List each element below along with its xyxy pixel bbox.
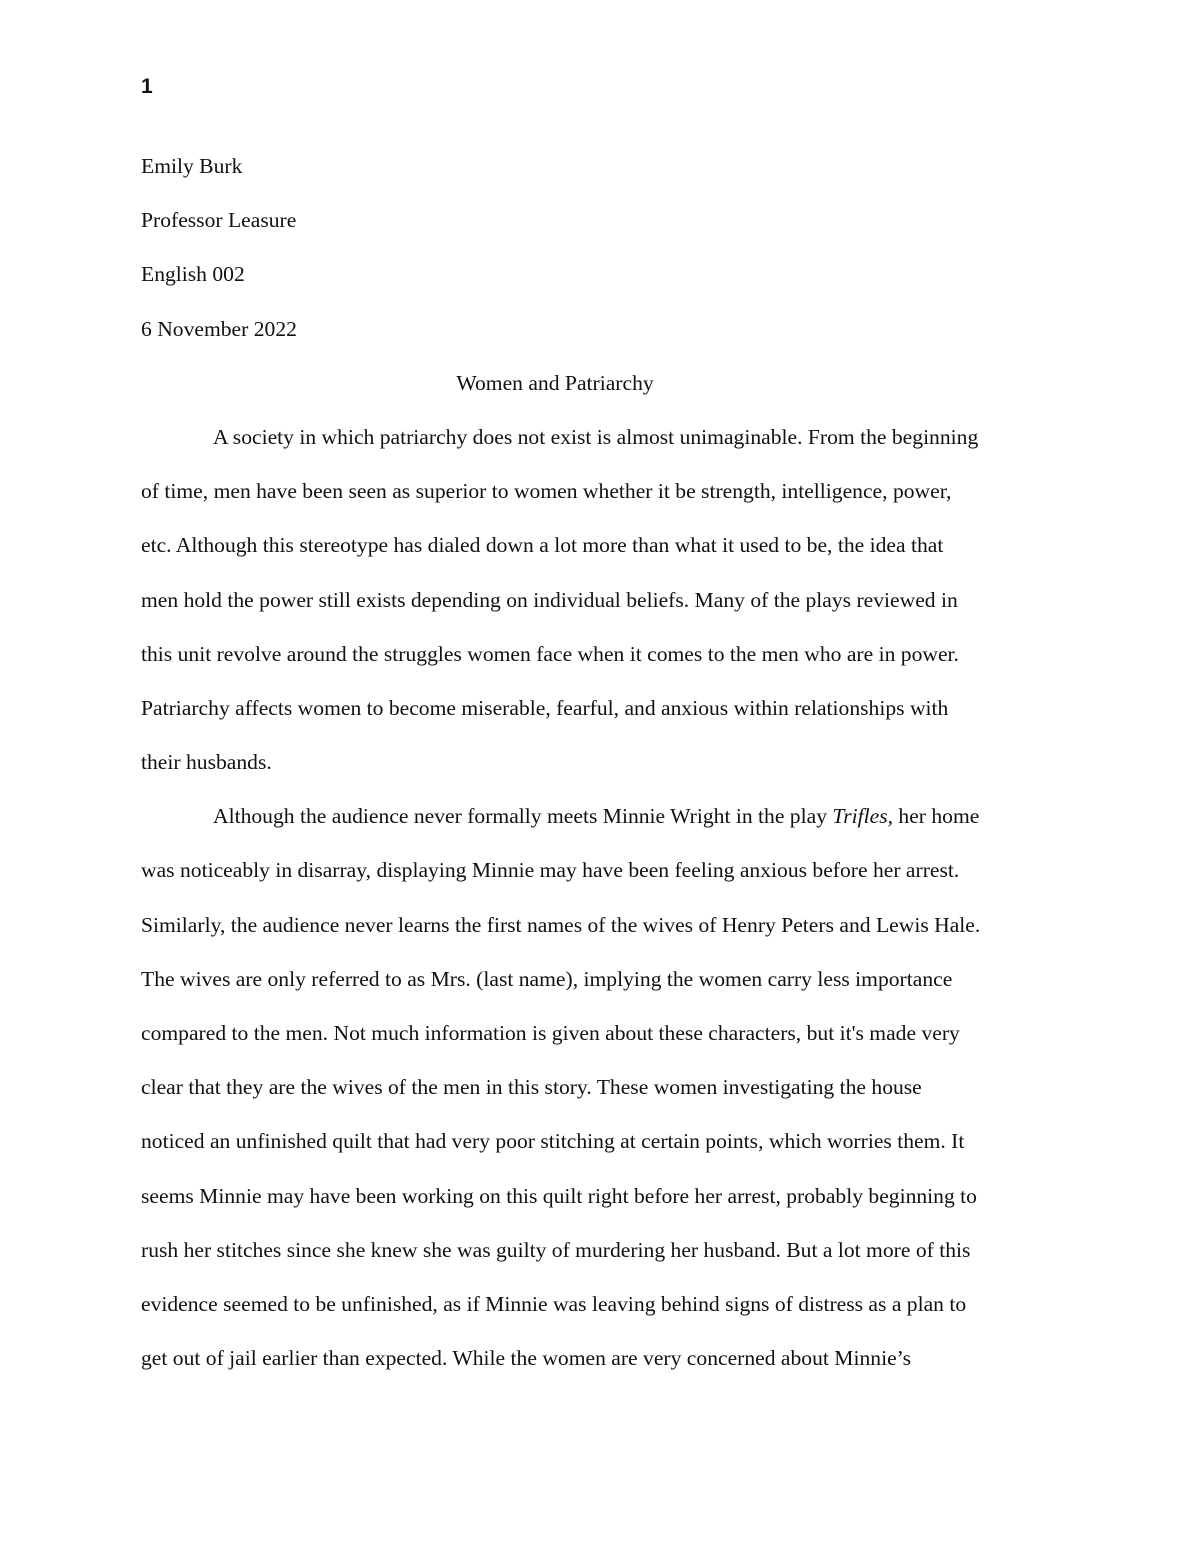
play-title-italic: Trifles,: [832, 804, 893, 829]
paragraph-text: her home: [893, 804, 980, 829]
paragraph-line: men hold the power still exists depending on individual beliefs. Many of the plays reviewed in: [141, 587, 958, 612]
paragraph-line: get out of jail earlier than expected. While the women are very concerned about Minnie’s: [141, 1346, 912, 1371]
paragraph-1: [141, 410, 1059, 789]
paragraph-line: noticed an unfinished quilt that had very poor stitching at certain points, which worries them. It: [141, 1129, 965, 1154]
paragraph-line: clear that they are the wives of the men in this story. These women investigating the house: [141, 1075, 922, 1100]
paragraph-line: evidence seemed to be unfinished, as if Minnie was leaving behind signs of distress as a plan to: [141, 1291, 967, 1316]
professor-name: Professor Leasure: [141, 208, 297, 233]
paragraph-text: Although the audience never formally meets Minnie Wright in the play: [213, 804, 833, 829]
paragraph-2: [141, 789, 1059, 1385]
paragraph-line: compared to the men. Not much information is given about these characters, but it's made very: [141, 1021, 960, 1045]
essay-date: 6 November 2022: [141, 316, 297, 341]
essay-body: [141, 139, 1059, 1385]
paragraph-line: their husbands.: [141, 750, 272, 775]
essay-title: Women and Patriarchy: [456, 370, 654, 395]
author-name: Emily Burk: [141, 154, 243, 178]
paragraph-line: this unit revolve around the struggles women face when it comes to the men who are in power.: [141, 641, 959, 666]
paragraph-line: etc. Although this stereotype has dialed down a lot more than what it used to be, the idea that: [141, 533, 944, 558]
course-name: English 002: [141, 262, 245, 287]
paragraph-line: The wives are only referred to as Mrs. (last name), implying the women carry less importance: [141, 966, 953, 991]
paragraph-line: Similarly, the audience never learns the first names of the wives of Henry Peters and Lewis Hale.: [141, 912, 981, 937]
paragraph-line: rush her stitches since she knew she was guilty of murdering her husband. But a lot more of this: [141, 1237, 971, 1262]
paragraph-line: Patriarchy affects women to become miserable, fearful, and anxious within relationships with: [141, 695, 949, 720]
paragraph-first-line: [141, 789, 1059, 843]
paragraph-line: A society in which patriarchy does not exist is almost unimaginable. From the beginning: [213, 424, 979, 449]
paragraph-line: seems Minnie may have been working on this quilt right before her arrest, probably beginning to: [141, 1183, 977, 1208]
paragraph-line: was noticeably in disarray, displaying Minnie may have been feeling anxious before her arrest.: [141, 858, 960, 883]
paragraph-line: of time, men have been seen as superior to women whether it be strength, intelligence, power,: [141, 479, 952, 504]
page-number: 1: [141, 75, 153, 98]
